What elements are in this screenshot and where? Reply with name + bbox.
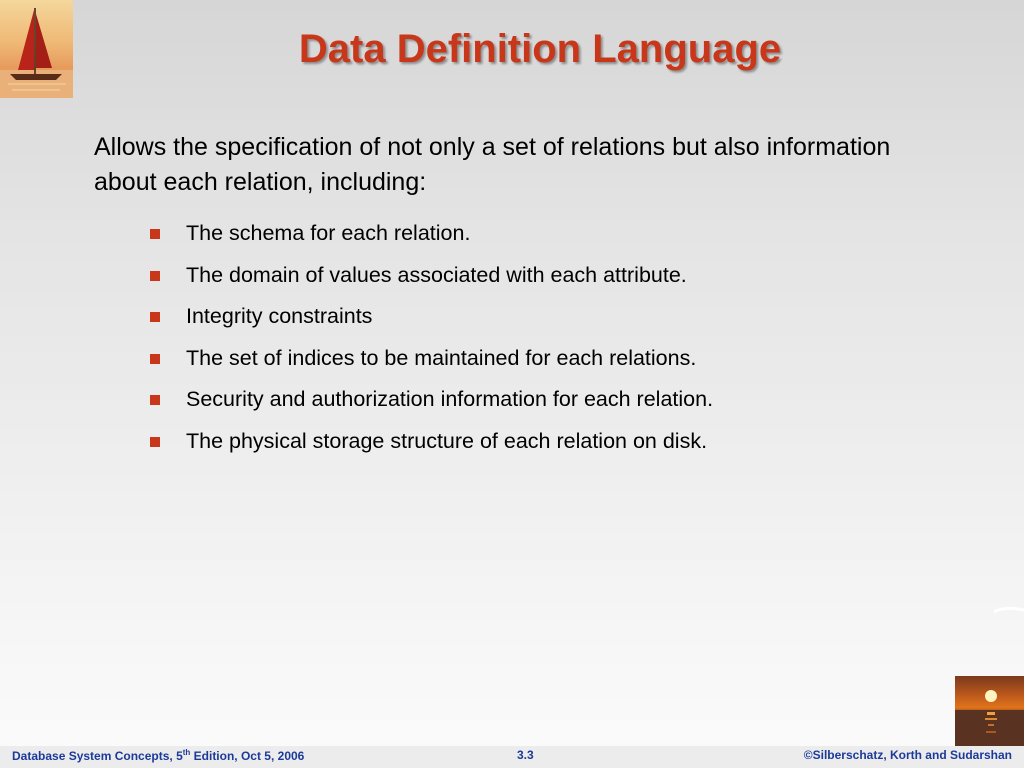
list-item xyxy=(150,346,713,371)
square-bullet-icon xyxy=(150,229,160,239)
list-item xyxy=(150,429,713,454)
list-item xyxy=(150,263,713,288)
bullet-text: The physical storage structure of each relation on disk. xyxy=(186,428,708,453)
footer-page-number: 3.3 xyxy=(517,748,534,762)
footer-book-title xyxy=(12,748,304,763)
list-item xyxy=(150,387,713,412)
square-bullet-icon xyxy=(150,437,160,447)
bullet-text: The set of indices to be maintained for each relations. xyxy=(186,345,697,370)
footer-edition-sup: th xyxy=(182,748,191,757)
sunset-icon xyxy=(955,676,1024,746)
list-item xyxy=(150,221,713,246)
footer-book-name: Database System Concepts, 5 xyxy=(12,749,183,763)
wave-decoration-icon xyxy=(994,604,1024,616)
square-bullet-icon xyxy=(150,271,160,281)
square-bullet-icon xyxy=(150,354,160,364)
bullet-list xyxy=(150,221,713,470)
slide-title: Data Definition Language xyxy=(298,27,782,71)
square-bullet-icon xyxy=(150,312,160,322)
bullet-text: Security and authorization information for each relation. xyxy=(186,387,714,411)
intro-text: Allows the specification of not only a set of relations but also information about each relation, including: xyxy=(94,133,891,196)
bullet-text: The schema for each relation. xyxy=(186,221,471,245)
list-item xyxy=(150,304,713,329)
bullet-text: Integrity constraints xyxy=(186,304,373,328)
bullet-text: The domain of values associated with each attribute. xyxy=(186,262,687,287)
square-bullet-icon xyxy=(150,395,160,405)
footer-edition-date: Edition, Oct 5, 2006 xyxy=(190,749,305,763)
footer-copyright: ©Silberschatz, Korth and Sudarshan xyxy=(803,748,1012,762)
